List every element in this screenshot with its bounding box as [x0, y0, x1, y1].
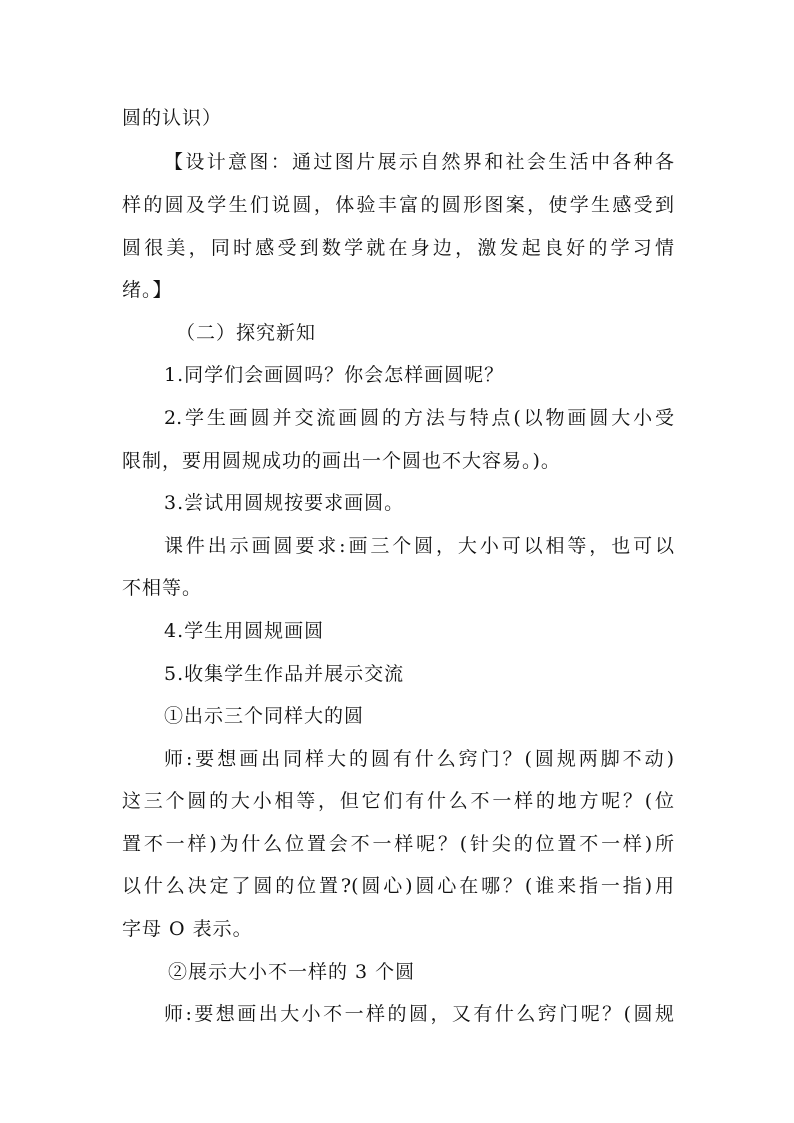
design-intent-line-2: 样的圆及学生们说圆，体验丰富的圆形图案，使学生感受到 — [122, 194, 674, 216]
teacher-line-6: 师:要想画出大小不一样的圆，又有什么窍门呢？(圆规 — [164, 1003, 674, 1025]
teacher-line-2: 这三个圆的大小相等，但它们有什么不一样的地方呢？(位 — [122, 790, 674, 812]
item-2: ②展示大小不一样的 3 个圆 — [168, 961, 416, 983]
step-3: 3.尝试用圆规按要求画圆。 — [164, 492, 405, 514]
item-1: ①出示三个同样大的圆 — [164, 705, 365, 727]
teacher-line-3: 置不一样)为什么位置会不一样呢？(针尖的位置不一样)所 — [122, 833, 674, 855]
text-line-1: 圆的认识） — [122, 107, 223, 129]
step-4: 4.学生用圆规画圆 — [164, 620, 325, 642]
teacher-line-5: 字母 O 表示。 — [122, 918, 253, 940]
teacher-line-4: 以什么决定了圆的位置?(圆心)圆心在哪？(谁来指一指)用 — [122, 875, 674, 897]
design-intent-line-3: 圆很美，同时感受到数学就在身边，激发起良好的学习情 — [122, 237, 674, 259]
step-2-line-1: 2.学生画圆并交流画圆的方法与特点(以物画圆大小受 — [164, 407, 674, 429]
step-2-line-2: 限制，要用圆规成功的画出一个圆也不大容易。)。 — [122, 450, 561, 472]
design-intent-line-1: 【设计意图：通过图片展示自然界和社会生活中各种各 — [164, 151, 674, 173]
requirement-line-1: 课件出示画圆要求:画三个圆，大小可以相等，也可以 — [164, 535, 674, 557]
design-intent-line-4: 绪。】 — [122, 279, 173, 301]
requirement-line-2: 不相等。 — [122, 577, 203, 599]
teacher-line-1: 师:要想画出同样大的圆有什么窍门？(圆规两脚不动) — [164, 748, 674, 770]
section-heading: （二）探究新知 — [176, 322, 317, 344]
step-1: 1.同学们会画圆吗？你会怎样画圆呢？ — [164, 364, 505, 386]
step-5: 5.收集学生作品并展示交流 — [164, 663, 405, 685]
